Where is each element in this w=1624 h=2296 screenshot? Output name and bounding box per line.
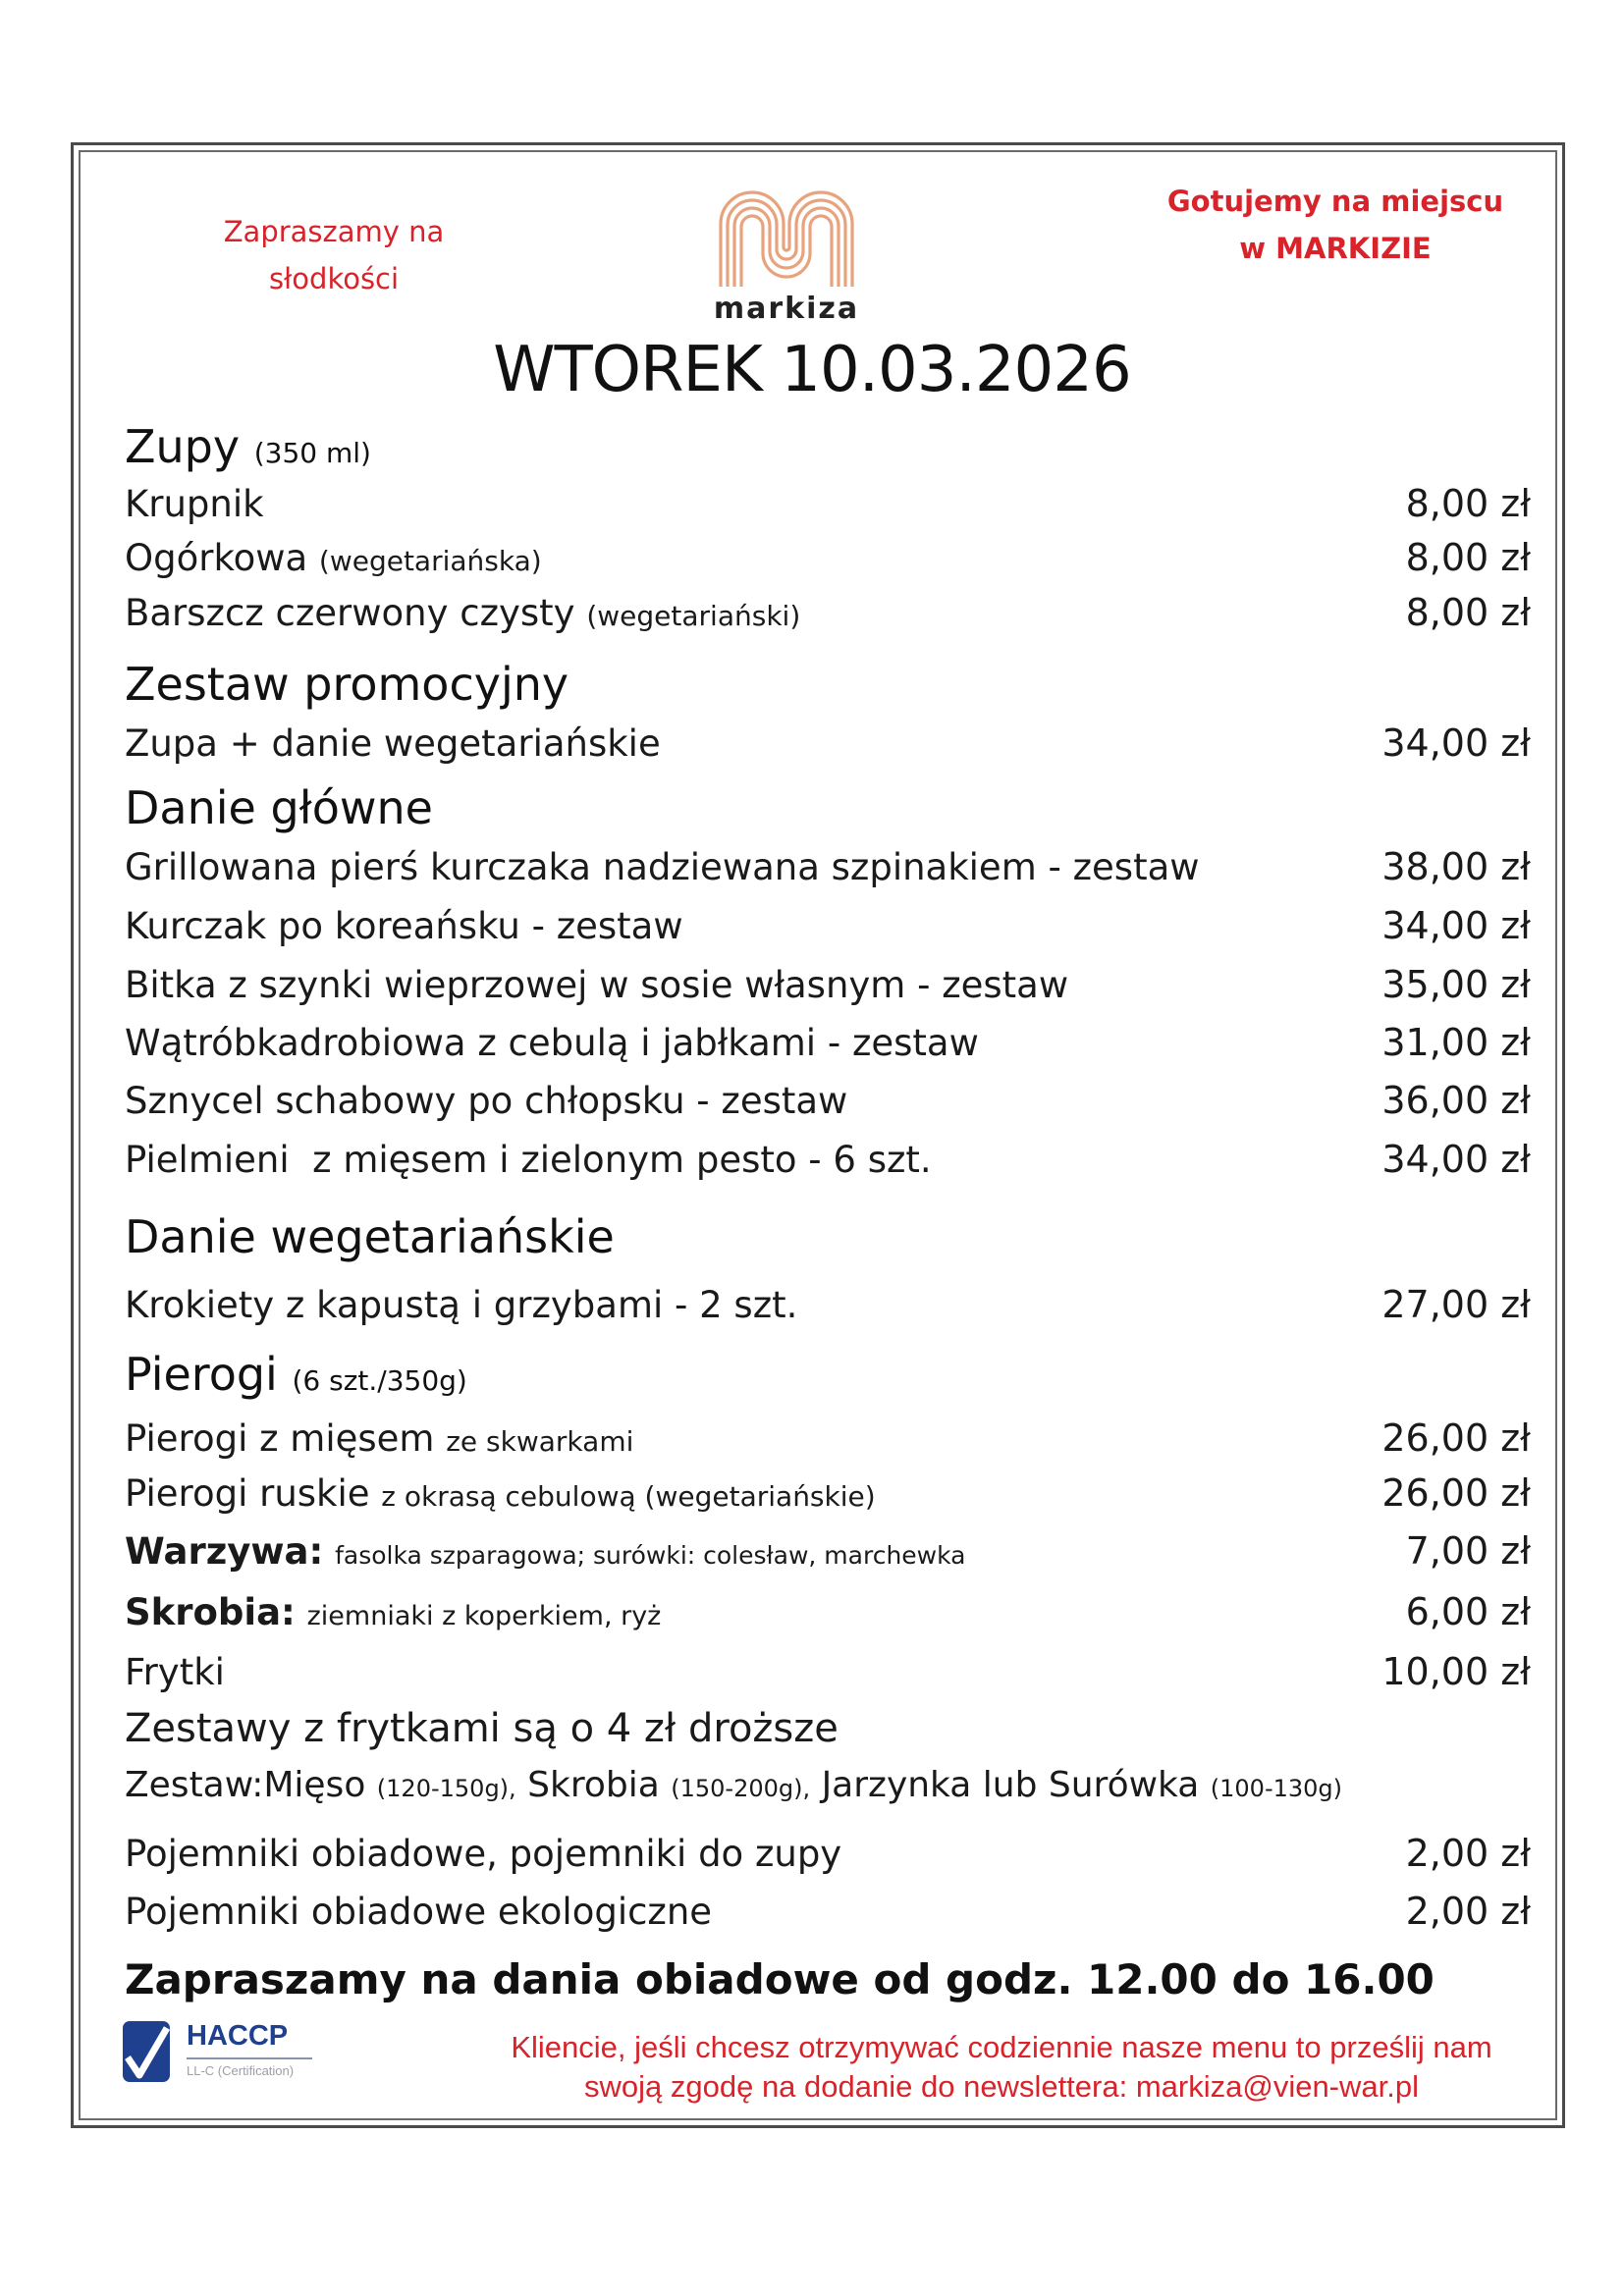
set-part-weight: (150-200g), xyxy=(671,1775,811,1802)
set-part-weight: (120-150g), xyxy=(376,1775,516,1802)
item-name: Krupnik xyxy=(125,483,264,525)
fries-surcharge-note: Zestawy z frytkami są o 4 zł droższe xyxy=(125,1706,839,1751)
side-vegetables xyxy=(125,1530,965,1573)
section-title-text: Pierogi xyxy=(125,1348,278,1401)
item-price: 8,00 zł xyxy=(1405,536,1531,579)
section-title-vegetarian: Danie wegetariańskie xyxy=(125,1210,615,1263)
sweets-invite-line-1: Zapraszamy na xyxy=(223,215,445,248)
item-price: 2,00 zł xyxy=(1405,1832,1531,1875)
item-price: 27,00 zł xyxy=(1381,1283,1531,1326)
section-note: (350 ml) xyxy=(253,437,371,469)
section-title-soups xyxy=(125,420,371,473)
section-note: (6 szt./350g) xyxy=(292,1364,467,1397)
set-part-weight: (100-130g) xyxy=(1210,1775,1343,1802)
checkmark-badge-icon xyxy=(122,2020,171,2083)
item-price: 35,00 zł xyxy=(1381,963,1531,1006)
item-price: 10,00 zł xyxy=(1381,1650,1531,1693)
markiza-m-logo-icon xyxy=(717,188,856,287)
side-label: Warzywa: xyxy=(125,1530,324,1573)
item-price: 7,00 zł xyxy=(1405,1529,1531,1573)
cook-onsite-note xyxy=(1149,178,1522,272)
item-note: z okrasą cebulową (wegetariańskie) xyxy=(381,1480,876,1513)
set-part-label: Jarzynka lub Surówka xyxy=(821,1765,1200,1805)
item-name: Pierogi ruskie xyxy=(125,1472,370,1515)
item-price: 34,00 zł xyxy=(1381,721,1531,765)
sweets-invite xyxy=(187,208,481,302)
side-fries: Frytki xyxy=(125,1651,225,1693)
section-title-pierogi xyxy=(125,1348,467,1401)
item-note: (wegetariańska) xyxy=(318,545,542,577)
menu-item xyxy=(125,483,264,525)
haccp-divider xyxy=(187,2057,312,2059)
menu-item: Pojemniki obiadowe ekologiczne xyxy=(125,1891,713,1933)
item-price: 31,00 zł xyxy=(1381,1021,1531,1064)
item-price: 2,00 zł xyxy=(1405,1890,1531,1933)
set-part-label: Skrobia xyxy=(527,1765,660,1805)
section-title-promo-set: Zestaw promocyjny xyxy=(125,658,569,711)
item-price: 36,00 zł xyxy=(1381,1079,1531,1122)
item-name: Ogórkowa xyxy=(125,537,308,579)
menu-item: Krokiety z kapustą i grzybami - 2 szt. xyxy=(125,1284,798,1326)
side-desc: fasolka szparagowa; surówki: colesław, marchewka xyxy=(335,1541,966,1570)
cook-onsite-line-1: Gotujemy na miejscu xyxy=(1166,185,1504,218)
item-note: ze skwarkami xyxy=(446,1425,634,1458)
haccp-title: HACCP xyxy=(187,2020,289,2052)
side-desc: ziemniaki z koperkiem, ryż xyxy=(306,1601,662,1631)
menu-item xyxy=(125,592,800,634)
menu-item xyxy=(125,1472,876,1515)
item-price: 26,00 zł xyxy=(1381,1416,1531,1460)
menu-item: Sznycel schabowy po chłopsku - zestaw xyxy=(125,1080,848,1122)
menu-item: Bitka z szynki wieprzowej w sosie własnym - zestaw xyxy=(125,964,1069,1006)
haccp-subtitle: LL-C (Certification) xyxy=(187,2063,295,2078)
side-starch xyxy=(125,1591,661,1633)
menu-item xyxy=(125,1417,633,1460)
newsletter-note xyxy=(432,2028,1571,2107)
menu-item: Grillowana pierś kurczaka nadziewana szpinakiem - zestaw xyxy=(125,846,1200,888)
menu-item: Pojemniki obiadowe, pojemniki do zupy xyxy=(125,1833,842,1875)
set-part-label: Zestaw:Mięso xyxy=(125,1765,366,1805)
item-price: 26,00 zł xyxy=(1381,1471,1531,1515)
menu-item: Wątróbkadrobiowa z cebulą i jabłkami - zestaw xyxy=(125,1022,979,1064)
sweets-invite-line-2: słodkości xyxy=(268,262,400,295)
cook-onsite-line-2: w MARKIZIE xyxy=(1239,232,1432,265)
menu-item: Zupa + danie wegetariańskie xyxy=(125,722,661,765)
section-title-text: Zupy xyxy=(125,420,241,473)
set-composition xyxy=(125,1765,1342,1805)
item-price: 8,00 zł xyxy=(1405,482,1531,525)
newsletter-line-1: Kliencie, jeśli chcesz otrzymywać codziennie nasze menu to prześlij nam xyxy=(511,2030,1492,2064)
logo-wordmark: markiza xyxy=(713,292,860,326)
item-price: 8,00 zł xyxy=(1405,591,1531,634)
menu-item xyxy=(125,537,542,579)
item-name: Barszcz czerwony czysty xyxy=(125,592,575,634)
item-price: 34,00 zł xyxy=(1381,1138,1531,1181)
haccp-badge xyxy=(122,2020,338,2089)
item-price: 38,00 zł xyxy=(1381,845,1531,888)
opening-hours: Zapraszamy na dania obiadowe od godz. 12.00 do 16.00 xyxy=(125,1955,1435,2003)
item-note: (wegetariański) xyxy=(586,600,801,632)
page-title: WTOREK 10.03.2026 xyxy=(493,334,1131,406)
item-price: 34,00 zł xyxy=(1381,904,1531,947)
menu-item: Kurczak po koreańsku - zestaw xyxy=(125,905,683,947)
side-label: Skrobia: xyxy=(125,1591,296,1633)
item-price: 6,00 zł xyxy=(1405,1590,1531,1633)
menu-item: Pielmieni z mięsem i zielonym pesto - 6 szt. xyxy=(125,1139,932,1181)
section-title-main-dishes: Danie główne xyxy=(125,781,433,834)
item-name: Pierogi z mięsem xyxy=(125,1417,435,1460)
newsletter-line-2: swoją zgodę na dodanie do newslettera: markiza@vien-war.pl xyxy=(584,2069,1419,2104)
